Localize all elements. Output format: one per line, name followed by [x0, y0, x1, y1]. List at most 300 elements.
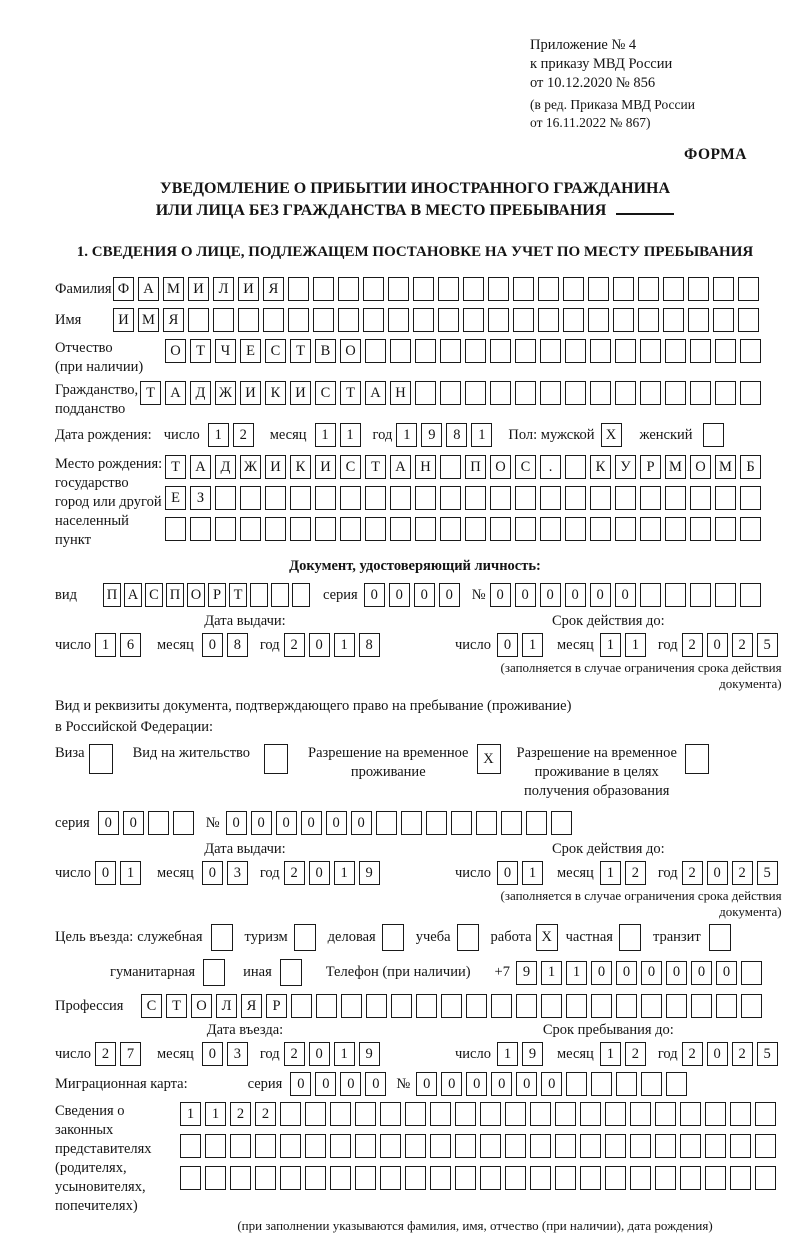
- birth-place-row2-cells: [165, 486, 765, 510]
- char-box: [280, 959, 302, 986]
- char-box: [685, 744, 709, 774]
- representatives-note: (при заполнении указываются фамилия, имя, отчество (при наличии), дата рождения): [237, 1218, 713, 1233]
- char-box: [388, 308, 409, 332]
- char-box: 1: [334, 1042, 355, 1066]
- residence-permit-label: Вид на жительство: [132, 745, 251, 761]
- char-box: [89, 744, 113, 774]
- char-box: 2: [732, 861, 753, 885]
- purpose-tourism-checkbox: [294, 924, 320, 951]
- day-label: число: [55, 636, 91, 653]
- purpose-study-checkbox: [457, 924, 483, 951]
- char-box: [613, 277, 634, 301]
- char-box: [690, 517, 711, 541]
- char-box: [363, 308, 384, 332]
- char-box: П: [465, 455, 486, 479]
- char-box: [290, 486, 311, 510]
- char-box: [538, 308, 559, 332]
- char-box: [630, 1166, 651, 1190]
- char-box: 1: [522, 861, 543, 885]
- char-box: С: [265, 339, 286, 363]
- char-box: 2: [682, 633, 703, 657]
- char-box: 1: [566, 961, 587, 985]
- month-label: месяц: [556, 636, 594, 653]
- char-box: З: [190, 486, 211, 510]
- char-box: [355, 1166, 376, 1190]
- char-box: [305, 1134, 326, 1158]
- sex-male-checkbox: [601, 423, 626, 447]
- char-box: Я: [163, 308, 184, 332]
- char-box: [690, 339, 711, 363]
- char-box: [390, 339, 411, 363]
- char-box: 0: [309, 1042, 330, 1066]
- char-box: [451, 811, 472, 835]
- char-box: М: [665, 455, 686, 479]
- char-box: Ф: [113, 277, 134, 301]
- birth-place-label-line3: город или другой: [55, 494, 162, 510]
- char-box: [716, 994, 737, 1018]
- birth-place-label-line4: населенный пункт: [55, 513, 129, 548]
- char-box: 1: [95, 633, 116, 657]
- char-box: 0: [439, 583, 460, 607]
- purpose-work-label: работа: [490, 929, 532, 945]
- char-box: [313, 277, 334, 301]
- char-box: [388, 277, 409, 301]
- purpose-business-label: деловая: [327, 929, 376, 945]
- char-box: О: [490, 455, 511, 479]
- char-box: 2: [732, 633, 753, 657]
- char-box: 5: [757, 633, 778, 657]
- char-box: М: [138, 308, 159, 332]
- char-box: [211, 924, 233, 951]
- char-box: [255, 1166, 276, 1190]
- doc-expiry-head: Срок действия до:: [551, 613, 665, 629]
- profession-label: Профессия: [55, 997, 124, 1014]
- day-label: число: [55, 864, 91, 881]
- birth-date-label: Дата рождения:: [55, 426, 152, 443]
- citizenship-label-line2: подданство: [55, 401, 126, 417]
- doc-number-label: №: [471, 586, 486, 603]
- char-box: О: [191, 994, 212, 1018]
- char-box: А: [165, 381, 186, 405]
- char-box: Я: [241, 994, 262, 1018]
- permit-exp-month-cells: [600, 861, 650, 885]
- char-box: 2: [95, 1042, 116, 1066]
- char-box: [713, 308, 734, 332]
- char-box: С: [515, 455, 536, 479]
- entry-day-cells: [95, 1042, 145, 1066]
- char-box: [741, 994, 762, 1018]
- char-box: [580, 1134, 601, 1158]
- doc-number-cells: [490, 583, 765, 607]
- purpose-work-checkbox: [536, 924, 562, 951]
- char-box: [630, 1102, 651, 1126]
- char-box: [315, 517, 336, 541]
- char-box: [640, 339, 661, 363]
- char-box: 1: [600, 861, 621, 885]
- char-box: [665, 339, 686, 363]
- char-box: 0: [301, 811, 322, 835]
- birth-month-cells: [315, 423, 365, 447]
- char-box: [540, 517, 561, 541]
- representatives-label-line6: попечителях): [55, 1198, 138, 1214]
- char-box: [363, 277, 384, 301]
- entry-date-head: Дата въезда:: [206, 1022, 284, 1038]
- appendix-note: [530, 36, 775, 132]
- phone-label: Телефон (при наличии): [325, 964, 471, 980]
- char-box: Л: [213, 277, 234, 301]
- char-box: 1: [471, 423, 492, 447]
- char-box: [430, 1102, 451, 1126]
- entry-month-cells: [202, 1042, 252, 1066]
- permit-exp-day-cells: [497, 861, 547, 885]
- char-box: 0: [416, 1072, 437, 1096]
- permit-issue-year-cells: [284, 861, 384, 885]
- char-box: У: [615, 455, 636, 479]
- char-box: [691, 994, 712, 1018]
- phone-prefix: +7: [494, 964, 510, 980]
- char-box: [705, 1166, 726, 1190]
- year-label: год: [259, 1045, 280, 1062]
- char-box: И: [113, 308, 134, 332]
- year-label: год: [259, 864, 280, 881]
- char-box: 0: [615, 583, 636, 607]
- sex-female-label: женский: [639, 426, 693, 443]
- char-box: [440, 517, 461, 541]
- char-box: [288, 308, 309, 332]
- purpose-humanitarian-label: гуманитарная: [110, 964, 196, 980]
- char-box: 2: [233, 423, 254, 447]
- char-box: [455, 1166, 476, 1190]
- char-box: [380, 1102, 401, 1126]
- char-box: [663, 308, 684, 332]
- char-box: [240, 517, 261, 541]
- char-box: X: [601, 423, 622, 447]
- char-box: 1: [334, 633, 355, 657]
- char-box: [513, 308, 534, 332]
- char-box: [616, 1072, 637, 1096]
- char-box: [465, 339, 486, 363]
- char-box: [415, 339, 436, 363]
- doc-issue-block: [55, 613, 435, 692]
- char-box: [555, 1166, 576, 1190]
- char-box: К: [590, 455, 611, 479]
- char-box: [315, 486, 336, 510]
- char-box: [580, 1102, 601, 1126]
- char-box: [490, 381, 511, 405]
- char-box: [565, 486, 586, 510]
- char-box: 2: [732, 1042, 753, 1066]
- char-box: 8: [227, 633, 248, 657]
- citizenship-label-line1: Гражданство,: [55, 382, 139, 398]
- stay-month-cells: [600, 1042, 650, 1066]
- char-box: 0: [490, 583, 511, 607]
- char-box: [640, 486, 661, 510]
- char-box: [465, 486, 486, 510]
- char-box: Т: [340, 381, 361, 405]
- char-box: [555, 1134, 576, 1158]
- char-box: 1: [396, 423, 417, 447]
- char-box: [515, 381, 536, 405]
- month-label: месяц: [269, 426, 307, 443]
- representatives-row2-cells: [180, 1134, 780, 1158]
- char-box: С: [145, 583, 163, 607]
- char-box: А: [124, 583, 142, 607]
- char-box: 2: [255, 1102, 276, 1126]
- char-box: [391, 994, 412, 1018]
- char-box: 0: [364, 583, 385, 607]
- char-box: [638, 308, 659, 332]
- patronymic-label-line2: (при наличии): [55, 359, 144, 375]
- char-box: [688, 277, 709, 301]
- char-box: [540, 339, 561, 363]
- doc-exp-day-cells: [497, 633, 547, 657]
- char-box: 0: [98, 811, 119, 835]
- char-box: [563, 277, 584, 301]
- permit-issue-block: [55, 841, 435, 920]
- char-box: [340, 517, 361, 541]
- char-box: 0: [226, 811, 247, 835]
- birth-place-row1-cells: [165, 455, 765, 479]
- char-box: 0: [707, 633, 728, 657]
- char-box: 2: [284, 633, 305, 657]
- surname-label: Фамилия: [55, 280, 112, 297]
- char-box: [605, 1166, 626, 1190]
- char-box: Б: [740, 455, 761, 479]
- char-box: 0: [691, 961, 712, 985]
- form-title-line1: УВЕДОМЛЕНИЕ О ПРИБЫТИИ ИНОСТРАННОГО ГРАЖДАНИНА: [159, 180, 671, 197]
- permit-expiry-head: Срок действия до:: [551, 841, 665, 857]
- char-box: [541, 994, 562, 1018]
- month-label: месяц: [156, 636, 194, 653]
- char-box: [715, 583, 736, 607]
- char-box: 1: [522, 633, 543, 657]
- char-box: Р: [208, 583, 226, 607]
- permit-expiry-note: (заполняется в случае ограничения срока действия документа): [500, 888, 782, 919]
- char-box: [740, 583, 761, 607]
- char-box: П: [166, 583, 184, 607]
- char-box: [365, 339, 386, 363]
- char-box: [665, 583, 686, 607]
- month-label: месяц: [556, 864, 594, 881]
- citizenship-label: [55, 381, 140, 419]
- char-box: [641, 1072, 662, 1096]
- char-box: [426, 811, 447, 835]
- surname-cells: [113, 277, 763, 301]
- char-box: [690, 381, 711, 405]
- char-box: [148, 811, 169, 835]
- birth-day-cells: [208, 423, 258, 447]
- char-box: [530, 1102, 551, 1126]
- char-box: [530, 1134, 551, 1158]
- char-box: [655, 1134, 676, 1158]
- char-box: [390, 486, 411, 510]
- section1-heading: 1. СВЕДЕНИЯ О ЛИЦЕ, ПОДЛЕЖАЩЕМ ПОСТАНОВКЕ НА УЧЕТ ПО МЕСТУ ПРЕБЫВАНИЯ: [76, 244, 754, 260]
- char-box: И: [290, 381, 311, 405]
- char-box: [415, 517, 436, 541]
- temp-residence-label-line1: Разрешение на временное: [308, 745, 469, 761]
- migr-number-label: №: [396, 1075, 411, 1092]
- char-box: [615, 381, 636, 405]
- char-box: [665, 517, 686, 541]
- birth-place-label: [55, 455, 165, 550]
- char-box: [480, 1134, 501, 1158]
- permit-issue-head: Дата выдачи:: [204, 841, 286, 857]
- char-box: [250, 583, 268, 607]
- char-box: [666, 994, 687, 1018]
- char-box: [438, 277, 459, 301]
- char-box: [740, 381, 761, 405]
- doc-exp-year-cells: [682, 633, 782, 657]
- char-box: 0: [541, 1072, 562, 1096]
- char-box: М: [715, 455, 736, 479]
- char-box: [480, 1166, 501, 1190]
- char-box: И: [238, 277, 259, 301]
- char-box: Д: [190, 381, 211, 405]
- char-box: 0: [497, 633, 518, 657]
- char-box: 7: [120, 1042, 141, 1066]
- char-box: [180, 1166, 201, 1190]
- char-box: 0: [202, 633, 223, 657]
- appendix-line: к приказу МВД России: [530, 56, 673, 72]
- char-box: [715, 517, 736, 541]
- year-label: год: [372, 426, 393, 443]
- char-box: [563, 308, 584, 332]
- char-box: 2: [625, 861, 646, 885]
- char-box: Ж: [240, 455, 261, 479]
- char-box: [440, 486, 461, 510]
- char-box: О: [187, 583, 205, 607]
- char-box: [365, 517, 386, 541]
- birth-place-cells-block: [165, 455, 765, 548]
- doc-dates: [55, 613, 782, 692]
- char-box: [605, 1102, 626, 1126]
- name-cells: [113, 308, 763, 332]
- doc-issue-month-cells: [202, 633, 252, 657]
- day-label: число: [163, 426, 200, 443]
- char-box: [590, 339, 611, 363]
- char-box: 1: [625, 633, 646, 657]
- char-box: [715, 381, 736, 405]
- doc-issue-head: Дата выдачи:: [204, 613, 286, 629]
- form-title-line2: [55, 200, 775, 222]
- char-box: [440, 339, 461, 363]
- char-box: 2: [284, 861, 305, 885]
- char-box: 1: [334, 861, 355, 885]
- representatives-cells-block: [180, 1102, 780, 1197]
- char-box: [526, 811, 547, 835]
- char-box: 0: [491, 1072, 512, 1096]
- char-box: [730, 1166, 751, 1190]
- purpose-label: Цель въезда:: [55, 929, 134, 945]
- doc-issue-day-cells: [95, 633, 145, 657]
- char-box: [540, 381, 561, 405]
- permit-issue-day-cells: [95, 861, 145, 885]
- char-box: 8: [359, 633, 380, 657]
- char-box: 1: [315, 423, 336, 447]
- char-box: [230, 1134, 251, 1158]
- forma-label: ФОРМА: [683, 146, 747, 163]
- char-box: [280, 1102, 301, 1126]
- char-box: [680, 1166, 701, 1190]
- char-box: [264, 744, 288, 774]
- char-box: Т: [365, 455, 386, 479]
- purpose-tourism-label: туризм: [244, 929, 288, 945]
- char-box: [740, 486, 761, 510]
- char-box: Е: [165, 486, 186, 510]
- char-box: [203, 959, 225, 986]
- char-box: 0: [707, 1042, 728, 1066]
- char-box: [616, 994, 637, 1018]
- char-box: [613, 308, 634, 332]
- char-box: 6: [120, 633, 141, 657]
- char-box: А: [138, 277, 159, 301]
- migration-card-label: Миграционная карта:: [55, 1075, 188, 1092]
- doc-type-cells: [103, 583, 313, 607]
- char-box: [305, 1166, 326, 1190]
- phone-cells: [516, 961, 766, 985]
- char-box: И: [265, 455, 286, 479]
- char-box: [505, 1166, 526, 1190]
- char-box: [165, 517, 186, 541]
- blank-underline: [616, 213, 674, 215]
- char-box: Т: [290, 339, 311, 363]
- char-box: [516, 994, 537, 1018]
- char-box: 5: [757, 1042, 778, 1066]
- char-box: [615, 486, 636, 510]
- char-box: 1: [120, 861, 141, 885]
- char-box: [588, 277, 609, 301]
- char-box: [490, 517, 511, 541]
- char-box: [330, 1166, 351, 1190]
- char-box: 1: [208, 423, 229, 447]
- purpose-official-label: служебная: [137, 929, 203, 945]
- purpose-private-label: частная: [565, 929, 613, 945]
- char-box: 0: [202, 1042, 223, 1066]
- char-box: [488, 308, 509, 332]
- char-box: [730, 1102, 751, 1126]
- char-box: Л: [216, 994, 237, 1018]
- sex-female-checkbox: [703, 423, 728, 447]
- char-box: [341, 994, 362, 1018]
- char-box: [205, 1134, 226, 1158]
- char-box: 0: [707, 861, 728, 885]
- char-box: [288, 277, 309, 301]
- char-box: 0: [309, 633, 330, 657]
- char-box: 0: [666, 961, 687, 985]
- char-box: [505, 1134, 526, 1158]
- char-box: [440, 381, 461, 405]
- char-box: [565, 455, 586, 479]
- char-box: В: [315, 339, 336, 363]
- char-box: 9: [522, 1042, 543, 1066]
- char-box: [490, 339, 511, 363]
- char-box: [690, 583, 711, 607]
- char-box: 1: [600, 633, 621, 657]
- char-box: [440, 455, 461, 479]
- char-box: [755, 1134, 776, 1158]
- temp-residence-label-line2: проживание: [350, 764, 426, 780]
- permit-expiry-block: [435, 841, 782, 920]
- char-box: Д: [215, 455, 236, 479]
- char-box: [380, 1166, 401, 1190]
- doc-expiry-note: (заполняется в случае ограничения срока действия документа): [500, 660, 782, 691]
- temp-residence-edu-label: [517, 744, 677, 801]
- sex-male-label: Пол: мужской: [508, 426, 595, 443]
- char-box: [665, 486, 686, 510]
- char-box: [605, 1134, 626, 1158]
- char-box: 9: [359, 861, 380, 885]
- char-box: [382, 924, 404, 951]
